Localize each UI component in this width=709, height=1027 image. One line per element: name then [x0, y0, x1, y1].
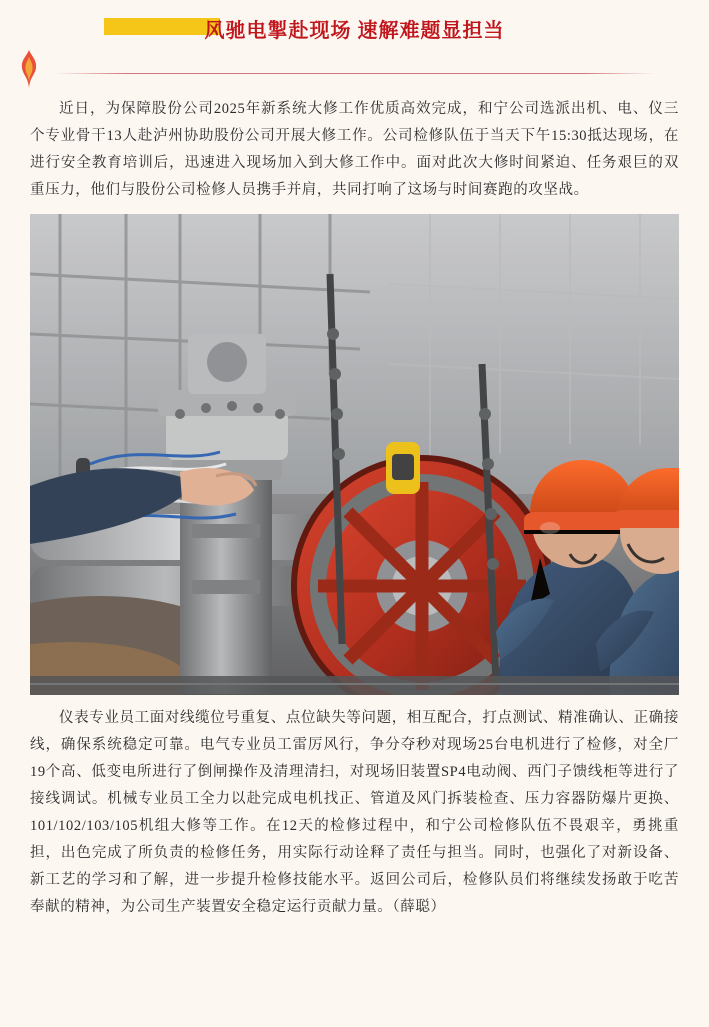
page-title-text: 风驰电掣赴现场 速解难题显担当	[204, 19, 505, 42]
flame-icon	[16, 48, 42, 90]
divider-line	[54, 73, 655, 74]
photo-illustration	[30, 214, 679, 695]
article-paragraph-2: 仪表专业员工面对线缆位号重复、点位缺失等问题，相互配合，打点测试、精准确认、正确接线，确保系统稳定可靠。电气专业员工雷厉风行，争分夺秒对现场25台电机进行了检修，对全厂19个高、低变电所进行了倒闸操作及清理清扫，对现场旧装置SP4电动阀、西门子馈线柜等进行了接线调试。机械专业员工全力以赴完成电机找正、管道及风门拆装检查、压力容器防爆片更换、101/102/103/105机组大修等工作。在12天的检修过程中，和宁公司检修队伍不畏艰辛，勇挑重担，出色完成了所负责的检修任务，用实际行动诠释了责任与担当。同时，也强化了对新设备、新工艺的学习和了解，进一步提升检修技能水平。返回公司后，检修队员们将继续发扬敢于吃苦奉献的精神，为公司生产装置安全稳定运行贡献力量。（薛聪）	[30, 710, 679, 915]
article-paragraph-1: 近日，为保障股份公司2025年新系统大修工作优质高效完成，和宁公司选派出机、电、仪三个专业骨干13人赴泸州协助股份公司开展大修工作。公司检修队伍于当天下午15:30抵达现场，在进行安全教育培训后，迅速进入现场加入到大修工作中。面对此次大修时间紧迫、任务艰巨的双重压力，他们与股份公司检修人员携手并肩，共同打响了这场与时间赛跑的攻坚战。	[30, 101, 679, 198]
article-header	[0, 0, 709, 56]
divider	[0, 56, 709, 90]
maintenance-site-photo	[30, 214, 679, 695]
page-title	[201, 14, 509, 43]
